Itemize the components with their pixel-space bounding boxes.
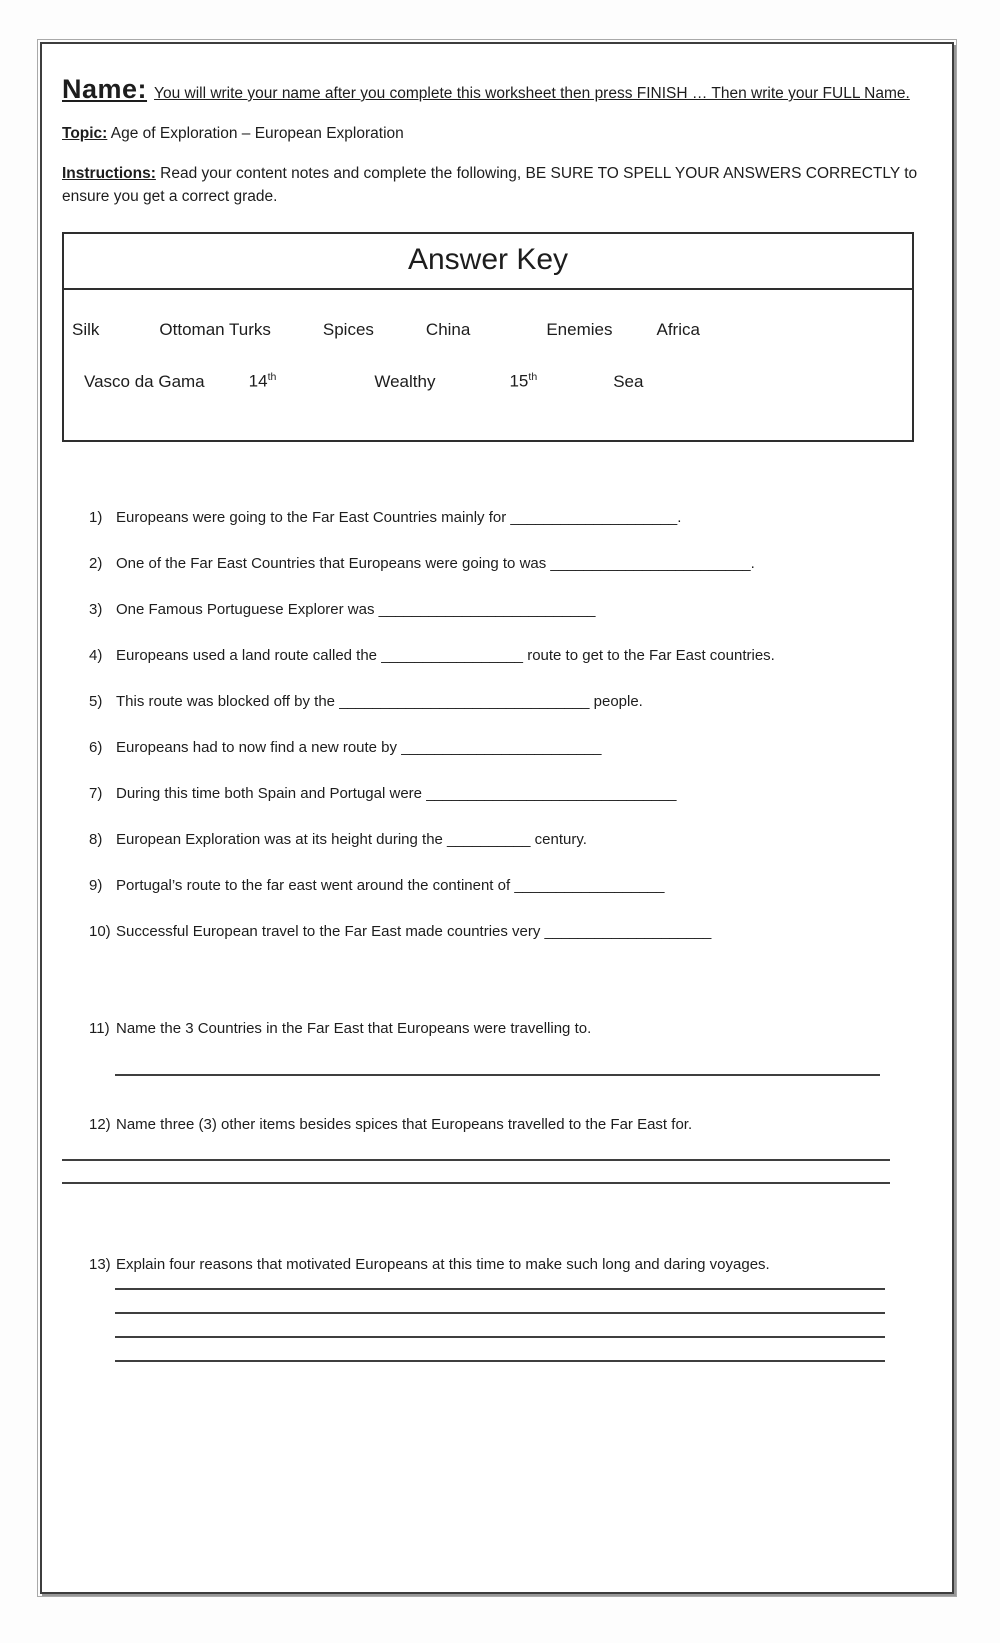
question-row-7 (89, 784, 918, 803)
word-bank-item: Africa (656, 320, 700, 339)
word-bank-item: Enemies (546, 320, 613, 339)
word-bank-item: Wealthy (374, 371, 436, 391)
answer-blank[interactable]: ______________________________ (339, 692, 590, 710)
ordinal-suffix: th (267, 371, 277, 383)
question-row-3 (89, 600, 918, 619)
question-row-4 (89, 646, 918, 665)
answer-key-box (62, 232, 914, 442)
question-number: 1) (89, 508, 103, 526)
instructions-text: Read your content notes and complete the following, BE SURE TO SPELL YOUR ANSWERS CORRECTLY to ensure you get a correct grade. (62, 165, 918, 205)
name-note: You will write your name after you complete this worksheet then press FINISH … Then write your FULL Name. (154, 85, 910, 102)
question-text: This route was blocked off by the ______________________________ people. (116, 692, 643, 710)
question-number: 12) (89, 1115, 111, 1133)
answer-line[interactable] (62, 1159, 890, 1161)
question-row-6 (89, 738, 918, 757)
word-bank-item: 14th (248, 371, 277, 391)
answer-key-title: Answer Key (64, 234, 912, 290)
question-text: Europeans had to now find a new route by ________________________ (116, 738, 602, 756)
question-number: 9) (89, 876, 103, 894)
question-number: 2) (89, 554, 103, 572)
worksheet-page (40, 42, 954, 1594)
word-bank-row-1 (72, 320, 906, 340)
word-bank-row-2 (72, 371, 906, 392)
word-bank-item: Silk (72, 320, 100, 339)
answer-blank[interactable]: _________________ (381, 646, 524, 664)
instructions-label: Instructions: (62, 165, 156, 182)
question-row-10 (89, 922, 918, 941)
question-text: Explain four reasons that motivated Europeans at this time to make such long and daring voyages. (116, 1255, 770, 1273)
word-bank-item: 15th (509, 371, 538, 391)
word-bank-item: Vasco da Gama (84, 371, 205, 391)
question-text: Name three (3) other items besides spices that Europeans travelled to the Far East for. (116, 1115, 693, 1133)
topic-label: Topic: (62, 125, 108, 142)
question-text: European Exploration was at its height during the __________ century. (116, 830, 587, 848)
question-number: 10) (89, 922, 111, 940)
answer-line[interactable] (115, 1360, 885, 1362)
topic-text: Age of Exploration – European Exploration (107, 125, 404, 142)
question-row-9 (89, 876, 918, 895)
answer-blank[interactable]: __________________ (514, 876, 665, 894)
ordinal-suffix: th (528, 371, 538, 383)
question-row-8 (89, 830, 918, 849)
answer-line[interactable] (115, 1336, 885, 1338)
question-row-11 (89, 1019, 918, 1038)
word-bank-item: Ottoman Turks (159, 320, 271, 339)
answer-key-word-bank (64, 290, 912, 440)
question-number: 6) (89, 738, 103, 756)
question-text: Europeans were going to the Far East Countries mainly for ____________________. (116, 508, 682, 526)
word-bank-item: Sea (613, 371, 644, 391)
answer-blank[interactable]: ________________________ (401, 738, 602, 756)
answer-line[interactable] (115, 1074, 880, 1076)
answer-blank[interactable]: __________ (447, 830, 531, 848)
answer-line[interactable] (115, 1288, 885, 1290)
instructions-row (62, 162, 918, 208)
answer-blank[interactable]: ______________________________ (426, 784, 677, 802)
question-text: Successful European travel to the Far East made countries very ____________________ (116, 922, 712, 940)
question-number: 3) (89, 600, 103, 618)
word-bank-item: Spices (322, 320, 374, 339)
topic-row (62, 122, 918, 145)
question-row-5 (89, 692, 918, 711)
name-row (62, 74, 918, 105)
question-text: Name the 3 Countries in the Far East that Europeans were travelling to. (116, 1019, 592, 1037)
answer-blank[interactable]: __________________________ (378, 600, 596, 618)
answer-blank[interactable]: ____________________ (544, 922, 712, 940)
answer-line[interactable] (62, 1182, 890, 1184)
question-number: 11) (89, 1019, 110, 1037)
question-number: 13) (89, 1255, 111, 1273)
question-text: Portugal’s route to the far east went around the continent of __________________ (116, 876, 665, 894)
question-text: One of the Far East Countries that Europeans were going to was ________________________. (116, 554, 755, 572)
question-text: Europeans used a land route called the _________________ route to get to the Far East countries. (116, 646, 775, 664)
question-row-1 (89, 508, 918, 527)
answer-blank[interactable]: ____________________ (510, 508, 678, 526)
question-number: 7) (89, 784, 103, 802)
question-row-13 (89, 1255, 918, 1274)
answer-blank[interactable]: ________________________ (550, 554, 751, 572)
answer-line[interactable] (115, 1312, 885, 1314)
word-bank-item: China (425, 320, 471, 339)
question-list (62, 508, 918, 1362)
question-number: 5) (89, 692, 103, 710)
question-number: 4) (89, 646, 103, 664)
question-row-2 (89, 554, 918, 573)
question-text: One Famous Portuguese Explorer was __________________________ (116, 600, 596, 618)
question-row-12 (89, 1115, 918, 1134)
question-text: During this time both Spain and Portugal were ______________________________ (116, 784, 677, 802)
question-number: 8) (89, 830, 103, 848)
name-label: Name: (62, 74, 148, 104)
